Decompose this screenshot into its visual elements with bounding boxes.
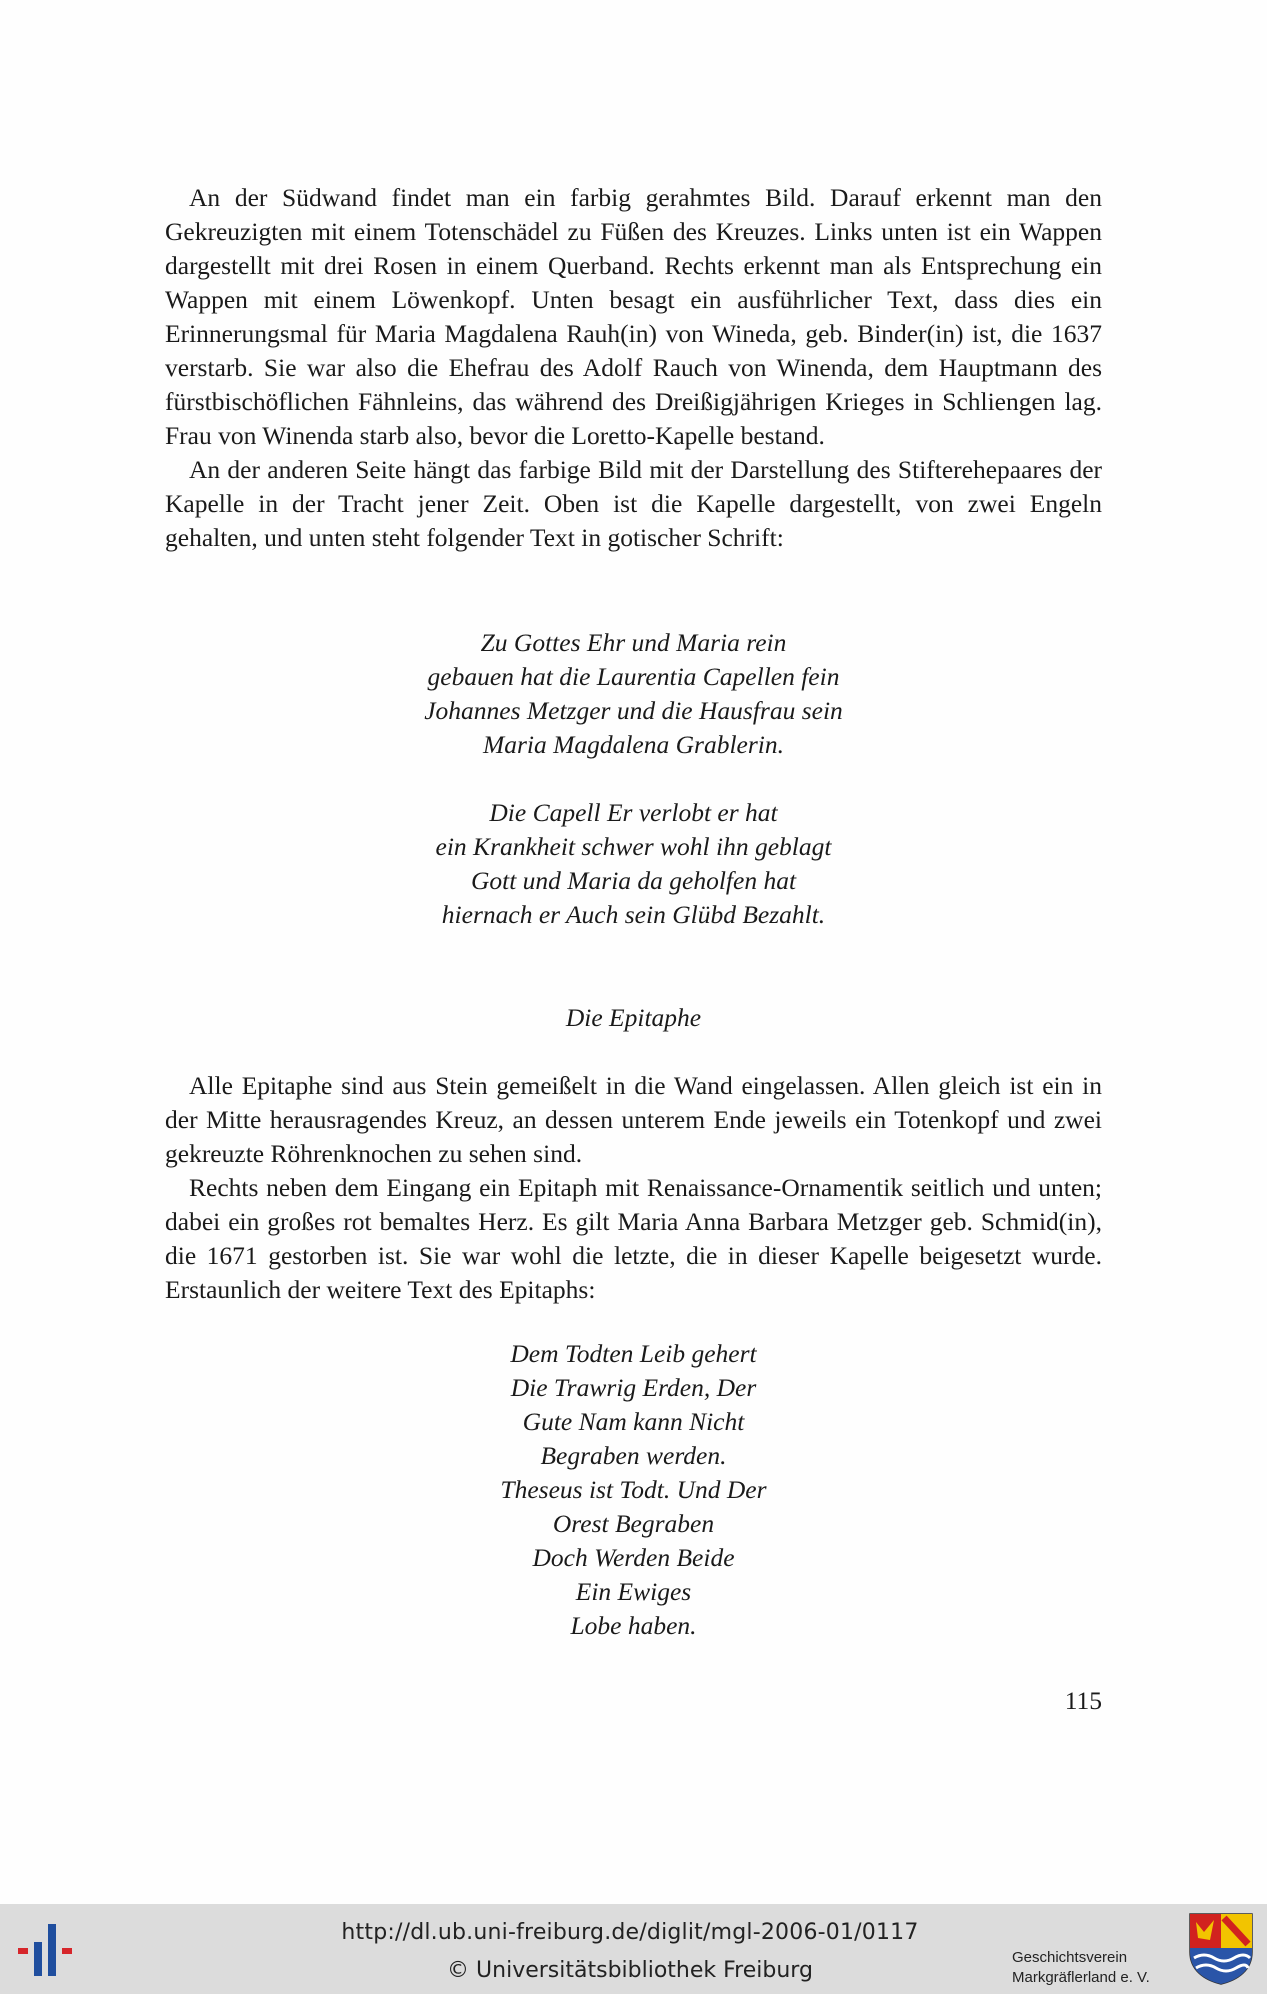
poem-line: Gute Nam kann Nicht <box>522 1407 745 1436</box>
poem-line: Dem Todten Leib gehert <box>510 1339 757 1368</box>
ub-freiburg-logo-icon <box>16 1916 80 1980</box>
society-name-line: Markgräflerland e. V. <box>1012 1969 1150 1986</box>
paragraph: Rechts neben dem Eingang ein Epitaph mit Renaissance-Ornamentik seitlich und unten; dabei ein großes rot bemaltes Herz. Es gilt Maria Anna Barbara Metzger geb. Schmid(in), die 1671 gestorben ist. Sie war wohl die letzte, die in dieser Kapelle beigesetzt wurde. Erstaunlich der weitere Text des Epitaphs: <box>165 1173 1102 1304</box>
geschichtsverein-crest-icon <box>1188 1912 1254 1986</box>
poem-line: Theseus ist Todt. Und Der <box>500 1475 767 1504</box>
page-number: 115 <box>1064 1686 1102 1715</box>
footer-bar <box>0 1904 1267 1994</box>
poem-line: Zu Gottes Ehr und Maria rein <box>480 628 787 657</box>
section-heading: Die Epitaphe <box>565 1003 702 1032</box>
poem-line: Ein Ewiges <box>575 1577 692 1606</box>
poem-line: Doch Werden Beide <box>532 1543 735 1572</box>
poem-line: ein Krankheit schwer wohl ihn geblagt <box>435 832 832 861</box>
poem-line: Die Trawrig Erden, Der <box>510 1373 757 1402</box>
society-name-line: Geschichtsverein <box>1012 1949 1128 1966</box>
poem-line: Maria Magdalena Grablerin. <box>482 730 785 759</box>
poem-line: Orest Begraben <box>552 1509 715 1538</box>
poem-stanza-2 <box>165 796 1102 932</box>
poem-line: Die Capell Er verlobt er hat <box>489 798 778 827</box>
poem-line: gebauen hat die Laurentia Capellen fein <box>427 662 840 691</box>
paragraph: Alle Epitaphe sind aus Stein gemeißelt in die Wand eingelassen. Allen gleich ist ein in der Mitte herausragendes Kreuz, an dessen unterem Ende jeweils ein Totenkopf und zwei gekreuzte Röhrenknochen zu sehen sind. <box>165 1071 1102 1168</box>
copyright-text: © Universitätsbibliothek Freiburg <box>447 1958 813 1983</box>
poem-epitaph <box>165 1337 1102 1643</box>
paragraph: An der anderen Seite hängt das farbige Bild mit der Darstellung des Stifterehepaares der Kapelle in der Tracht jener Zeit. Oben ist die Kapelle dargestellt, von zwei Engeln gehalten, und unten steht folgender Text in gotischer Schrift: <box>165 455 1102 552</box>
permalink-url[interactable]: http://dl.ub.uni-freiburg.de/diglit/mgl-2006-01/0117 <box>341 1920 919 1945</box>
poem-line: Gott und Maria da geholfen hat <box>470 866 797 895</box>
text-block-bottom <box>165 1069 1102 1307</box>
paragraph: An der Südwand findet man ein farbig gerahmtes Bild. Darauf erkennt man den Gekreuzigten mit einem Totenschädel zu Füßen des Kreuzes. Links unten ist ein Wappen dargestellt mit drei Rosen in einem Querband. Rechts erkennt man als Entsprechung ein Wappen mit einem Löwenkopf. Unten besagt ein ausführlicher Text, dass dies ein Erinnerungsmal für Maria Magdalena Rauh(in) von Wineda, geb. Binder(in) ist, die 1637 verstarb. Sie war also die Ehefrau des Adolf Rauch von Winenda, dem Hauptmann des fürstbischöflichen Fähnleins, das während des Dreißigjährigen Krieges in Schliengen lag. Frau von Winenda starb also, bevor die Loretto-Kapelle bestand. <box>165 183 1102 450</box>
poem-line: hiernach er Auch sein Glübd Bezahlt. <box>441 900 826 929</box>
poem-line: Johannes Metzger und die Hausfrau sein <box>424 696 843 725</box>
society-name <box>1012 1948 1188 1988</box>
poem-line: Begraben werden. <box>540 1441 727 1470</box>
text-block-top <box>165 181 1102 555</box>
poem-stanza-1 <box>165 626 1102 762</box>
poem-line: Lobe haben. <box>570 1611 697 1640</box>
